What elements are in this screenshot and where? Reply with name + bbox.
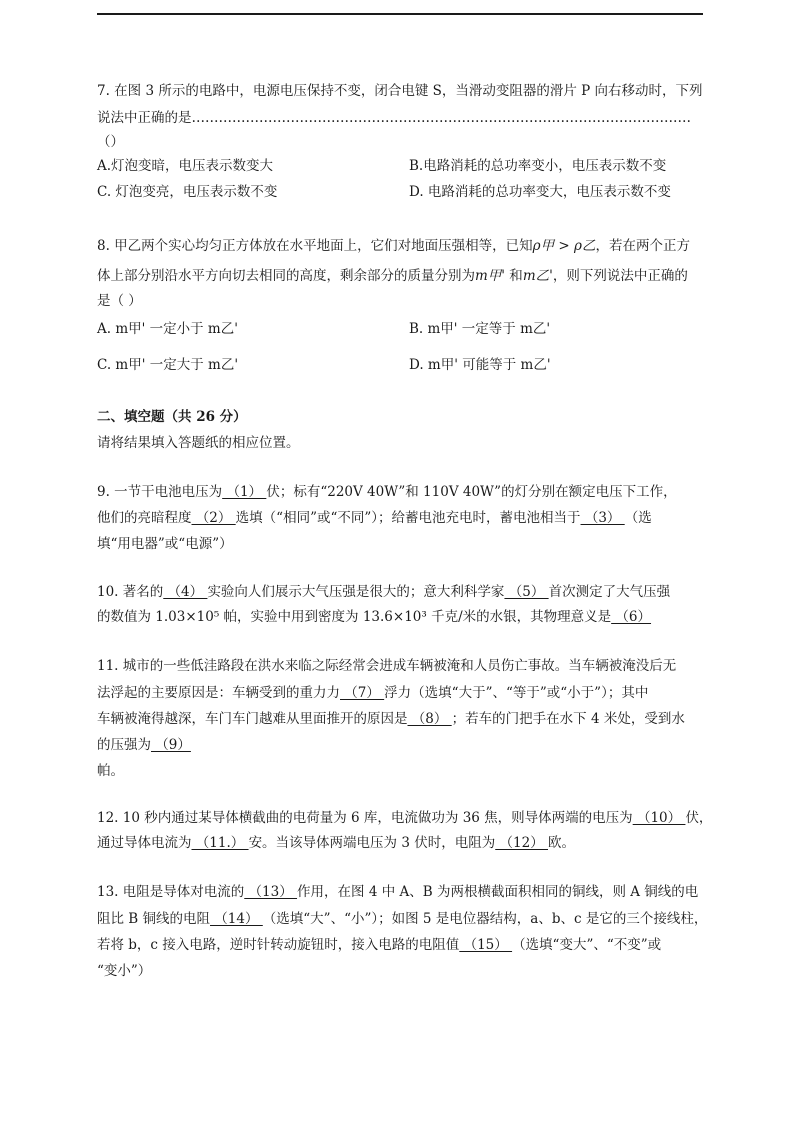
m-yi-symbol: m乙' (522, 268, 553, 284)
section-instruction: 请将结果填入答题纸的相应位置。 (97, 435, 300, 451)
m-jia-symbol: m甲' (475, 268, 506, 284)
q8-line2: 体上部分别沿水平方向切去相同的高度，剩余部分的质量分别为m甲' 和m乙'，则下列说法中正确的 (97, 268, 688, 284)
rho-comparison: ρ甲 > ρ乙 (532, 238, 596, 254)
q13-line3: 若将 b，c 接入电路，逆时针转动旋钮时，接入电路的电阻值 （15） （选填“变大”、“不变”或 (97, 937, 662, 953)
q9-line1: 9. 一节干电池电压为 （1） 伏；标有“220V 40W”和 110V 40W”的灯分别在额定电压下工作， (97, 484, 677, 500)
header-rule (97, 13, 703, 15)
q8-option-a: A. m甲' 一定小于 m乙' (97, 321, 238, 337)
blank-13: （13） (244, 884, 298, 900)
q8-option-c: C. m甲' 一定大于 m乙' (97, 357, 239, 373)
q7-stem-line1: 7. 在图 3 所示的电路中，电源电压保持不变，闭合电键 S，当滑动变阻器的滑片 P 向右移动时，下列 (97, 83, 703, 99)
q8-line3: 是（ ） (97, 293, 142, 309)
section-title: 二、填空题（共 26 分） (97, 409, 247, 425)
blank-7: （7） (340, 685, 385, 701)
q12-line1: 12. 10 秒内通过某导体横截曲的电荷量为 6 库，电流做功为 36 焦，则导体两端的电压为 （10） 伏， (97, 810, 713, 826)
blank-2: （2） (191, 510, 236, 526)
blank-11: （11.） (191, 835, 249, 851)
q11-line5: 帕。 (97, 763, 124, 779)
q11-line2: 法浮起的主要原因是：车辆受到的重力力 （7） 浮力（选填“大于”、“等于”或“小于”）；其中 (97, 685, 649, 701)
q7-option-a: A.灯泡变暗，电压表示数变大 (97, 158, 274, 174)
blank-15: （15） (459, 937, 513, 953)
blank-4: （4） (163, 584, 208, 600)
q7-option-d: D. 电路消耗的总功率变大，电压表示数不变 (409, 184, 671, 200)
q13-line1: 13. 电阻是导体对电流的 （13） 作用，在图 4 中 A、B 为两根横截面积相同的铜线，则 A 铜线的电 (97, 884, 699, 900)
q7-stem-line2: 说法中正确的是………………………………………………………………………………………………… (97, 110, 691, 126)
q13-line4: “变小”） (97, 963, 152, 979)
q8-option-b: B. m甲' 一定等于 m乙' (409, 321, 551, 337)
q10-line1: 10. 著名的 （4） 实验向人们展示大气压强是很大的；意大利科学家 （5） 首次测定了大气压强 (97, 584, 671, 600)
blank-3: （3） (580, 510, 625, 526)
blank-14: （14） (210, 911, 263, 927)
blank-9: （9） (151, 737, 191, 753)
q11-line3: 车辆被淹得越深，车门车门越难从里面推开的原因是 （8） ；若车的门把手在水下 4 米处，受到水 (97, 711, 685, 727)
q9-line2: 他们的亮暗程度 （2） 选填（“相同”或“不同”）；给蓄电池充电时，蓄电池相当于 （3） （选 (97, 510, 652, 526)
q10-line2: 的数值为 1.03×10⁵ 帕，实验中用到密度为 13.6×10³ 千克/米的水银，其物理意义是 （6） (97, 609, 652, 625)
q12-line2: 通过导体电流为 （11.） 安。当该导体两端电压为 3 伏时，电阻为 （12） 欧。 (97, 835, 575, 851)
blank-5: （5） (504, 584, 549, 600)
q9-line3: 填“用电器”或“电源”） (97, 536, 233, 552)
blank-1: （1） (222, 484, 267, 500)
q7-paren: （） (97, 134, 124, 150)
q7-option-c: C. 灯泡变亮，电压表示数不变 (97, 184, 278, 200)
blank-12: （12） (495, 835, 548, 851)
q11-line4: 的压强为 （9） (97, 737, 191, 753)
q7-option-b: B.电路消耗的总功率变小，电压表示数不变 (409, 158, 667, 174)
q8-line1: 8. 甲乙两个实心均匀正方体放在水平地面上，它们对地面压强相等，已知ρ甲 > ρ乙，若在两个正方 (97, 238, 690, 254)
q13-line2: 阻比 B 铜线的电阻 （14） （选填“大”、“小”）；如图 5 是电位器结构，a、b、c 是它的三个接线柱， (97, 911, 708, 927)
blank-8: （8） (407, 711, 452, 727)
blank-10: （10） (632, 810, 686, 826)
q8-option-d: D. m甲' 可能等于 m乙' (409, 357, 551, 373)
q11-line1: 11. 城市的一些低洼路段在洪水来临之际经常会进成车辆被淹和人员伤亡事故。当车辆被淹没后无 (97, 658, 677, 674)
blank-6: （6） (611, 609, 652, 625)
